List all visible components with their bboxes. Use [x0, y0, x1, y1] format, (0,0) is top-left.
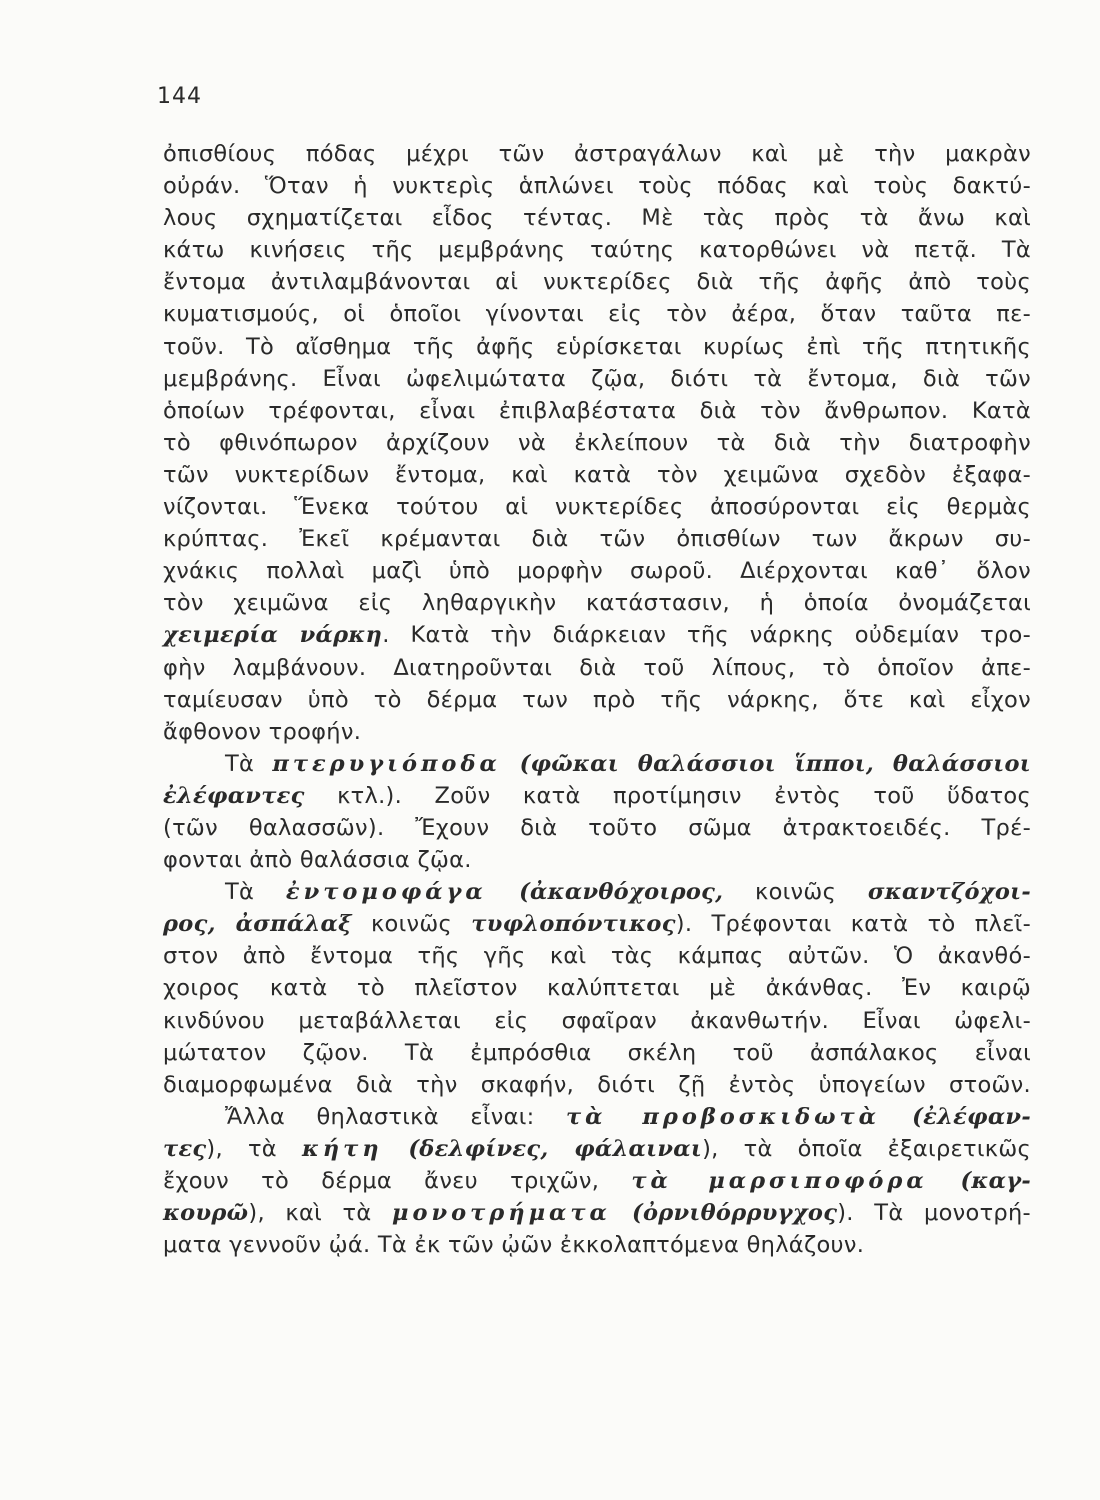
text-run: μώτατον ζῷον. Τὰ ἐμπρόσθια σκέλη τοῦ ἀσπάλακος εἶναι	[163, 1039, 1031, 1066]
text-run: κρύπτας. Ἐκεῖ κρέμανται διὰ τῶν ὀπισθίων των ἄκρων συ-	[163, 526, 1031, 553]
text-line	[163, 972, 1031, 1004]
text-run: ). Τρέφονται κατὰ τὸ πλεῖ-	[675, 911, 1031, 938]
text-run: κοινῶς	[723, 879, 868, 906]
text-run: ὀπισθίους πόδας μέχρι τῶν ἀστραγάλων καὶ μὲ τὴν μακρὰν	[163, 141, 1031, 167]
text-line	[163, 1037, 1031, 1069]
text-line	[163, 523, 1031, 555]
text-line	[163, 716, 1031, 748]
text-line	[163, 684, 1031, 716]
text-line	[163, 170, 1031, 202]
text-line	[163, 1133, 1031, 1165]
text-line	[163, 363, 1031, 395]
text-run: οὐράν. Ὅταν ἡ νυκτερὶς ἁπλώνει τοὺς πόδας καὶ τοὺς δακτύ-	[163, 173, 1031, 200]
spaced-term: τὰ προβοσκιδωτὰ	[566, 1103, 880, 1130]
italic-term: τυφλοπόντικος	[471, 911, 676, 938]
italic-term: (καγ-	[927, 1168, 1031, 1194]
italic-term: χειμερία νάρκη	[163, 622, 383, 649]
text-run: φονται ἀπὸ θαλάσσια ζῷα.	[163, 847, 472, 874]
text-run: λους σχηματίζεται εἶδος τέντας. Μὲ τὰς πρὸς τὰ ἄνω καὶ	[163, 205, 1031, 232]
text-line	[163, 1229, 1031, 1261]
text-run: ἔχουν τὸ δέρμα ἄνευ τριχῶν,	[163, 1168, 632, 1194]
text-run: τοῦν. Τὸ αἴσθημα τῆς ἀφῆς εὑρίσκεται κυρίως ἐπὶ τῆς πτητικῆς	[163, 333, 1031, 360]
text-line	[163, 844, 1031, 876]
text-run: ), καὶ τὰ	[248, 1200, 393, 1227]
text-line	[163, 652, 1031, 684]
text-run: κάτω κινήσεις τῆς μεμβράνης ταύτης κατορθώνει νὰ πετᾷ. Τὰ	[163, 237, 1031, 264]
text-run: ). Τὰ μονοτρή-	[837, 1200, 1031, 1227]
page-number: 144	[157, 84, 202, 109]
text-line	[163, 395, 1031, 427]
italic-term: ρος, ἀσπάλαξ	[163, 911, 352, 938]
text-run: ταμίευσαν ὑπὸ τὸ δέρμα των πρὸ τῆς νάρκης, ὅτε καὶ εἶχον	[163, 686, 1031, 713]
text-run: ματα γεννοῦν ᾠά. Τὰ ἐκ τῶν ᾠῶν ἐκκολαπτόμενα θηλάζουν.	[163, 1232, 865, 1259]
text-run: χνάκις πολλαὶ μαζὶ ὑπὸ μορφὴν σωροῦ. Διέρχονται καθ᾽ ὅλον	[163, 558, 1031, 585]
text-run: μεμβράνης. Εἶναι ὠφελιμώτατα ζῷα, διότι τὰ ἔντομα, διὰ τῶν	[163, 365, 1031, 392]
text-line	[163, 138, 1031, 170]
text-line	[163, 908, 1031, 940]
text-run: τὸν χειμῶνα εἰς ληθαργικὴν κατάστασιν, ἡ ὁποία ὀνομάζεται	[163, 590, 1031, 617]
text-run: ), τὰ ὁποῖα ἐξαιρετικῶς	[702, 1135, 1031, 1162]
text-run: ἔντομα ἀντιλαμβάνονται αἱ νυκτερίδες διὰ τῆς ἀφῆς ἀπὸ τοὺς	[163, 269, 1031, 296]
text-line	[163, 266, 1031, 298]
text-line	[163, 619, 1031, 651]
text-line	[163, 555, 1031, 587]
text-line	[163, 1197, 1031, 1229]
text-line	[163, 298, 1031, 330]
text-run: κινδύνου μεταβάλλεται εἰς σφαῖραν ἀκανθωτήν. Εἶναι ὠφελι-	[163, 1007, 1031, 1034]
text-line	[163, 748, 1031, 780]
text-run: στον ἀπὸ ἔντομα τῆς γῆς καὶ τὰς κάμπας αὐτῶν. Ὁ ἀκανθό-	[163, 943, 1031, 970]
text-run: ὁποίων τρέφονται, εἶναι ἐπιβλαβέστατα διὰ τὸν ἄνθρωπον. Κατὰ	[163, 397, 1031, 424]
text-run: (τῶν θαλασσῶν). Ἔχουν διὰ τοῦτο σῶμα ἀτρακτοειδές. Τρέ-	[163, 814, 1031, 841]
text-line	[163, 459, 1031, 491]
text-run: Ἄλλα θηλαστικὰ εἶναι:	[225, 1103, 567, 1130]
text-run: φὴν λαμβάνουν. Διατηροῦνται διὰ τοῦ λίπους, τὸ ὁποῖον ἀπε-	[163, 654, 1031, 681]
text-line	[163, 780, 1031, 812]
text-line	[163, 940, 1031, 972]
italic-term: τες	[163, 1135, 207, 1162]
text-run: διαμορφωμένα διὰ τὴν σκαφήν, διότι ζῇ ἐντὸς ὑπογείων στοῶν.	[163, 1071, 1031, 1098]
text-run: κυματισμούς, οἱ ὁποῖοι γίνονται εἰς τὸν ἀέρα, ὅταν ταῦτα πε-	[163, 301, 1031, 328]
text-line	[163, 427, 1031, 459]
text-line	[163, 1005, 1031, 1037]
italic-term: (ἀκανθόχοιρος,	[486, 879, 724, 906]
text-line	[163, 234, 1031, 266]
italic-term: κουρῶ	[163, 1200, 249, 1227]
text-run: Τὰ	[225, 879, 286, 906]
text-run: χοιρος κατὰ τὸ πλεῖστον καλύπτεται μὲ ἀκάνθας. Ἐν καιρῷ	[163, 975, 1031, 1002]
text-line	[163, 1069, 1031, 1101]
text-line	[163, 202, 1031, 234]
text-run: τῶν νυκτερίδων ἔντομα, καὶ κατὰ τὸν χειμῶνα σχεδὸν ἐξαφα-	[163, 461, 1031, 488]
italic-term: (φῶκαι θαλάσσιοι ἵπποι, θαλάσσιοι	[500, 750, 1031, 777]
text-run: . Κατὰ τὴν διάρκειαν τῆς νάρκης οὐδεμίαν τρο-	[382, 622, 1031, 649]
text-line	[163, 491, 1031, 523]
text-run: νίζονται. Ἕνεκα τούτου αἱ νυκτερίδες ἀποσύρονται εἰς θερμὰς	[163, 494, 1031, 521]
body-text	[163, 138, 1031, 1261]
text-line	[163, 1165, 1031, 1197]
text-line	[163, 876, 1031, 908]
italic-term: (ὀρνιθόρρυγχος	[610, 1200, 838, 1227]
text-line	[163, 331, 1031, 363]
spaced-term: τὰ μαρσιποφόρα	[631, 1168, 928, 1194]
spaced-term: πτερυγιόποδα	[272, 750, 501, 777]
text-line	[163, 1101, 1031, 1133]
text-run: ἄφθονον τροφήν.	[163, 718, 362, 745]
italic-term: (δελφίνες, φάλαιναι	[382, 1135, 703, 1162]
italic-term: σκαντζόχοι-	[867, 879, 1031, 906]
text-run: τὸ φθινόπωρον ἀρχίζουν νὰ ἐκλείπουν τὰ διὰ τὴν διατροφὴν	[163, 429, 1031, 456]
text-run: ), τὰ	[206, 1135, 302, 1162]
text-line	[163, 587, 1031, 619]
text-run: κοινῶς	[351, 911, 472, 938]
spaced-term: κήτη	[301, 1135, 383, 1162]
text-line	[163, 812, 1031, 844]
text-run: κτλ.). Ζοῦν κατὰ προτίμησιν ἐντὸς τοῦ ὕδατος	[304, 782, 1031, 809]
italic-term: (ἐλέφαν-	[880, 1103, 1031, 1130]
text-run: Τὰ	[225, 750, 273, 777]
spaced-term: ἐντομοφάγα	[285, 879, 487, 906]
italic-term: ἐλέφαντες	[163, 782, 305, 809]
spaced-term: μονοτρήματα	[392, 1200, 611, 1227]
